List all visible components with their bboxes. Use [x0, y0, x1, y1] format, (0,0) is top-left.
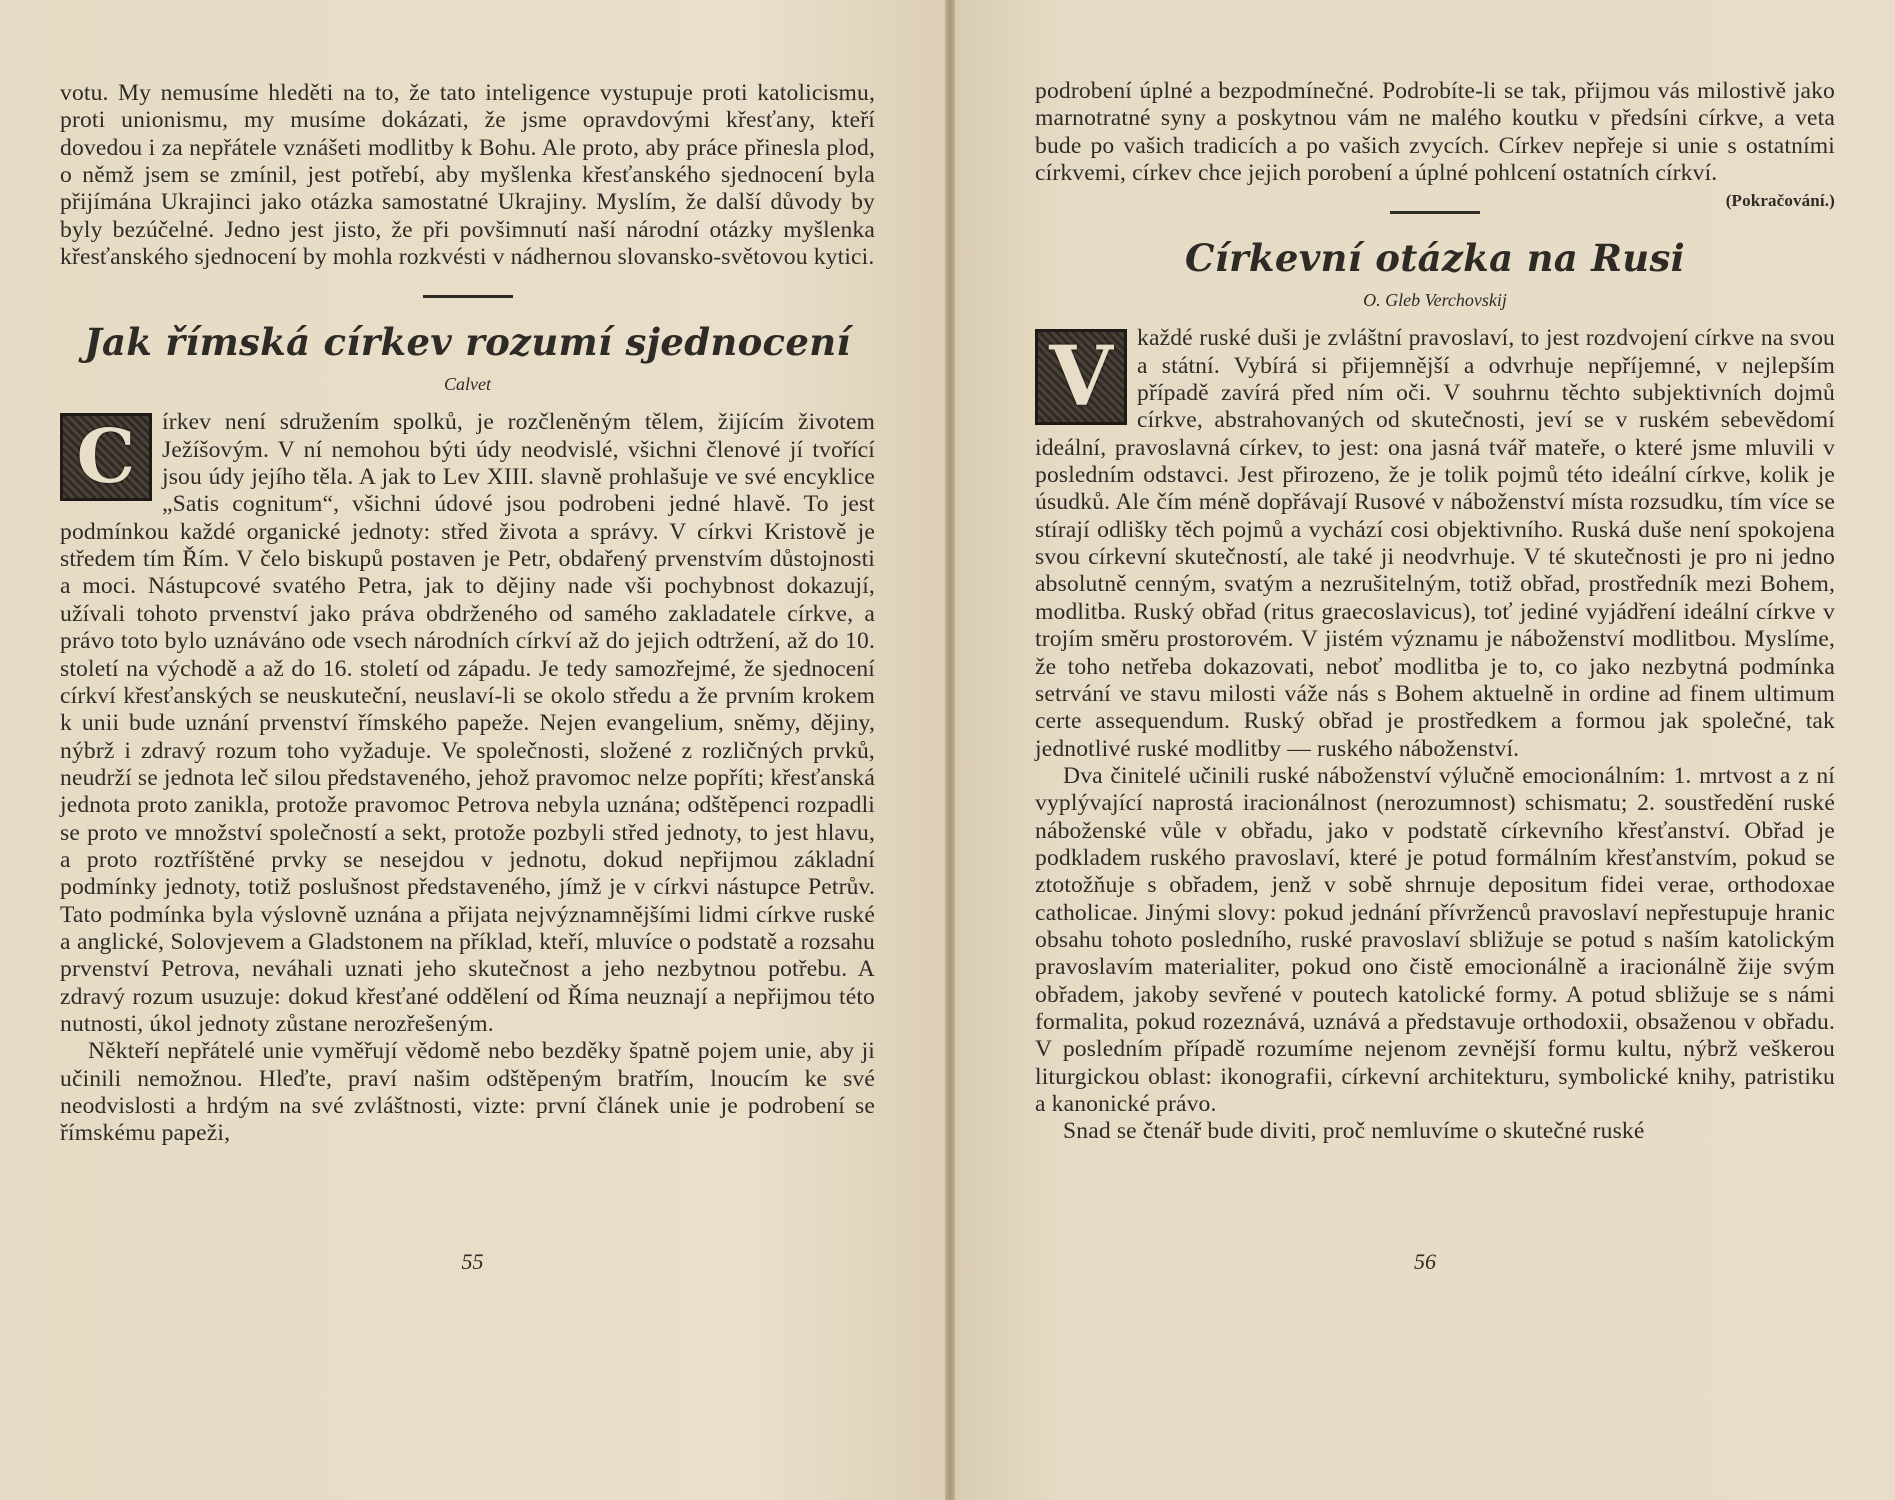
section-divider	[1390, 211, 1480, 214]
intro-text: podrobení úplné a bezpodmínečné. Podrobíte-li se tak, přijmou vás milostivě jako marnotratné syny a poskytnou vám ne malého koutku v předsíni církve, a veta bude po vašich tradicích a po vašich zvycích. Církev nepřeje si unie s ostatními církvemi, církev chce jejich porobení a úplné pohlcení ostatních církví.	[1035, 78, 1835, 187]
article-paragraph: írkev není sdružením spolků, je rozčleněným tělem, žijícím životem Ježíšovým. V ní nemohou býti údy neodvislé, všichni členové jí tvořící jsou údy jejího těla. A jak to Lev XIII. slavně prohlašuje ve své encyklice „Satis cognitum“, všichni údové jsou podrobeni jedné hlavě. To jest podmínkou každé organické jednoty: střed života a správy. V církvi Kristově je středem tím Řím. V čelo biskupů postaven je Petr, obdařený prvenstvím důstojnosti a moci. Nástupcové svatého Petra, jak to dějiny nade vši pochybnost dokazují, užívali tohoto prvenství jako práva obdrženého od samého zakladatele církve, a právo toto bylo uznáváno ode vsech národních církví až do jejich odtržení, až do 10. století na východě a až do 16. století od západu. Je tedy samozřejmé, že sjednocení církví křesťanských se neuskuteční, neuslaví-li se okolo středu a že prvním krokem k unii bude uznání prvenství římského papeže. Nejen evangelium, sněmy, dějiny, nýbrž i zdravý rozum toho vyžaduje. Ve společnosti, složené z rozličných prvků, neudrží se jednota leč silou představeného, jehož pravomoc nelze popříti; křesťanská jednota proto zanikla, protože pravomoc Petrova nebyla uznána; odštěpenci rozpadli se proto ve množství společností a sekt, protože pozbyli střed jednoty, to jest hlavu, a proto roztříštěné prvky se nesejdou v jednotu, dokud nepřijmou základní podmínky jednoty, totiž poslušnost představeného, jímž je v církvi nástupce Petrův. Tato podmínka byla výslovně uznána a přijata nejvýznamnějšími lidmi církve ruské a anglické, Solovjevem a Gladstonem na příklad, kteří, mluvíce o podstatě a rozsahu prvenství Petrova, neváhali uznati jeho skutečnost a jeho nezbytnou potřebu. A zdravý rozum usuzuje: dokud křesťané oddělení od Říma neuznají a nepřijmou této nutnosti, úkol jednoty zůstane nerozřešeným.	[60, 409, 875, 1037]
article-paragraph: každé ruské duši je zvláštní pravoslaví, to jest rozdvojení církve na svou a státní. Vybírá si přijemnější a odvrhuje nepříjemné, v nejlepším případě zavírá před ním oči. V souhrnu těchto subjektivních dojmů církve, abstrahovaných od skutečnosti, jeví se v ruském sebevědomí ideální, pravoslavná církev, to jest: ona jasná tvář mateře, o které jsme mluvili v posledním odstavci. Jest přirozeno, že je tolik pojmů této ideální církve, kolik je úsudků. Ale čím méně dopřávají Rusové v náboženství místa rozsudku, tím více se stírají odlišky těch pojmů a vychází cosi objektivního. Ruská duše není spokojena svou církevní skutečností, ale také ji neodvrhuje. V té skutečnosti je pro ni jedno absolutně cenným, svatým a nezrušitelným, totiž obřad, prostředník mezi Bohem, modlitba. Ruský obřad (ritus graecoslavicus), toť jediné vyjádření ideální církve v trojím směru prostorovém. V jistém významu je náboženství modlitbou. Myslíme, že toho netřeba dokazovati, neboť modlitba je to, co jako nezbytná podmínka setrvání ve stavu milosti váže nás s Bohem aktuelně in ordine ad finem ultimum certe assequendum. Ruský obřad je prostředkem a formou jak společné, tak jednotlivé ruské modlitby — ruského náboženství.	[1035, 325, 1835, 762]
article-paragraph: Snad se čtenář bude diviti, proč nemluvíme o skutečné ruské	[1063, 1118, 1645, 1145]
drop-cap-letter: V	[1035, 329, 1127, 425]
article-title: Jak římská církev rozumí sjednocení	[84, 320, 851, 365]
right-intro-paragraph	[1035, 78, 1835, 211]
article-paragraph: Někteří nepřátelé unie vyměřují vědomě nebo bezděky špatně pojem unie, aby ji učinili nemožnou. Hleďte, praví našim odštěpeným bratřím, lnoucím ke své neodvislosti a hrdým na své zvláštnosti, vizte: první článek unie je podrobení se římskému papeži,	[60, 1038, 875, 1147]
page-number: 55	[461, 1249, 484, 1274]
article-byline: O. Gleb Verchovskij	[1363, 290, 1507, 311]
right-page	[955, 0, 1895, 1500]
section-divider	[423, 295, 513, 298]
article-title: Církevní otázka na Rusi	[1185, 236, 1685, 281]
article-byline: Calvet	[444, 374, 491, 395]
drop-cap-letter: C	[60, 413, 152, 501]
article-body	[60, 409, 875, 1147]
page-number: 56	[1414, 1249, 1436, 1274]
book-gutter	[945, 0, 955, 1500]
article-paragraph: Dva činitelé učinili ruské náboženství výlučně emocionálním: 1. mrtvost a z ní vyplývající naprostá iracionálnost (nerozumnost) schismatu; 2. soustředění ruské náboženské vůle v obřadu, jako v podstatě církevního křesťanství. Obřad je podkladem ruského pravoslaví, které je potud formálním křesťanstvím, pokud se ztotožňuje s obřadem, jenž v sobě shrnuje depositum fidei verae, orthodoxae catholicae. Jinými slovy: pokud jednání přívrženců pravoslaví nepřestupuje hranic obsahu tohoto posledního, ruské pravoslaví sbližuje se potud s naším katolickým pravoslavím materialiter, pokud ono čistě emocionálně a iracionálně žije svým obřadem, jakoby sevřené v poutech katolické formy. A potud sbližuje se s námi formalita, pokud rozeznává, uznává a představuje orthodoxii, obsaženou v obřadu. V posledním případě rozumíme nejenom zevnější formu kultu, nýbrž veškerou liturgickou oblast: ikonografii, církevní architekturu, symbolické knihy, patristiku a kanonické právo.	[1035, 762, 1835, 1117]
left-page	[0, 0, 945, 1500]
article-body	[1035, 325, 1835, 1145]
continued-note: (Pokračování.)	[1725, 191, 1835, 211]
left-intro-paragraph: votu. My nemusíme hleděti na to, že tato inteligence vystupuje proti katolicismu, proti unionismu, my musíme dokázati, že jsme opravdovými křesťany, kteří dovedou i za nepřátele vznášeti modlitby k Bohu. Ale proto, aby práce přinesla plod, o němž jsem se zmínil, jest potřebí, aby myšlenka křesťanského sjednocení byla přijímána Ukrajinci jako otázka samostatné Ukrajiny. Myslím, že další důvody by byly bezúčelné. Jedno jest jisto, že při povšimnutí naší národní otázky myšlenka křesťanského sjednocení by mohla rozkvésti v nádhernou slovansko-světovou kytici.	[60, 80, 875, 271]
